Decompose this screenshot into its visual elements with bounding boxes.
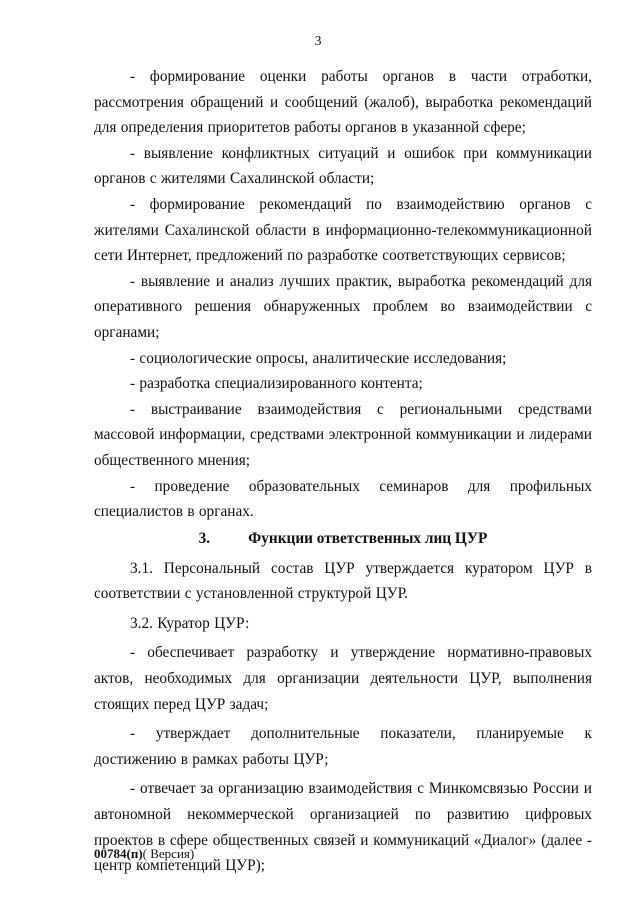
section-title: Функции ответственных лиц ЦУР xyxy=(248,529,488,547)
paragraph: - формирование оценки работы органов в части отработки, рассмотрения обращений и сообщений (жалоб), выработка рекомендаций для определения приоритетов работы органов в указанной сфере; xyxy=(94,68,592,137)
page-number: 3 xyxy=(314,34,322,49)
paragraph: - выявление конфликтных ситуаций и ошибок при коммуникации органов с жителями Сахалинской области; xyxy=(94,144,592,188)
paragraph: - отвечает за организацию взаимодействия с Минкомсвязью России и автономной некоммерческой организацией по развитию цифровых проектов в сфере общественных связей и коммуникаций «Диалог» (далее - центр компетенций ЦУР); xyxy=(94,780,592,875)
document-code: 00784(п) xyxy=(94,846,143,861)
document-version: ( Версия) xyxy=(142,846,195,861)
paragraph: 3.1. Персональный состав ЦУР утверждается куратором ЦУР в соответствии с установленной структурой ЦУР. xyxy=(94,559,592,603)
paragraph: - выстраивание взаимодействия с региональными средствами массовой информации, средствами электронной коммуникации и лидерами общественного мнения; xyxy=(94,400,592,469)
section-number: 3. xyxy=(198,529,211,547)
document-footer xyxy=(94,846,194,862)
paragraph: 3.2. Куратор ЦУР: xyxy=(130,614,250,632)
paragraph: - выявление и анализ лучших практик, выработка рекомендаций для оперативного решения обнаруженных проблем во взаимодействии с органами; xyxy=(94,272,592,341)
paragraph: - формирование рекомендаций по взаимодействию органов с жителями Сахалинской области в информационно-телекоммуникационной сети Интернет, предложений по разработке соответствующих сервисов; xyxy=(94,195,592,265)
paragraph: - разработка специализированного контента; xyxy=(130,375,423,393)
paragraph: - социологические опросы, аналитические исследования; xyxy=(130,349,507,367)
paragraph: - обеспечивает разработку и утверждение нормативно-правовых актов, необходимых для организации деятельности ЦУР, выполнения стоящих перед ЦУР задач; xyxy=(94,644,592,713)
paragraph: - утверждает дополнительные показатели, планируемые к достижению в рамках работы ЦУР; xyxy=(94,725,592,768)
section-heading xyxy=(94,527,592,551)
paragraph: - проведение образовательных семинаров для профильных специалистов в органах. xyxy=(94,477,592,521)
document-body xyxy=(94,64,592,879)
